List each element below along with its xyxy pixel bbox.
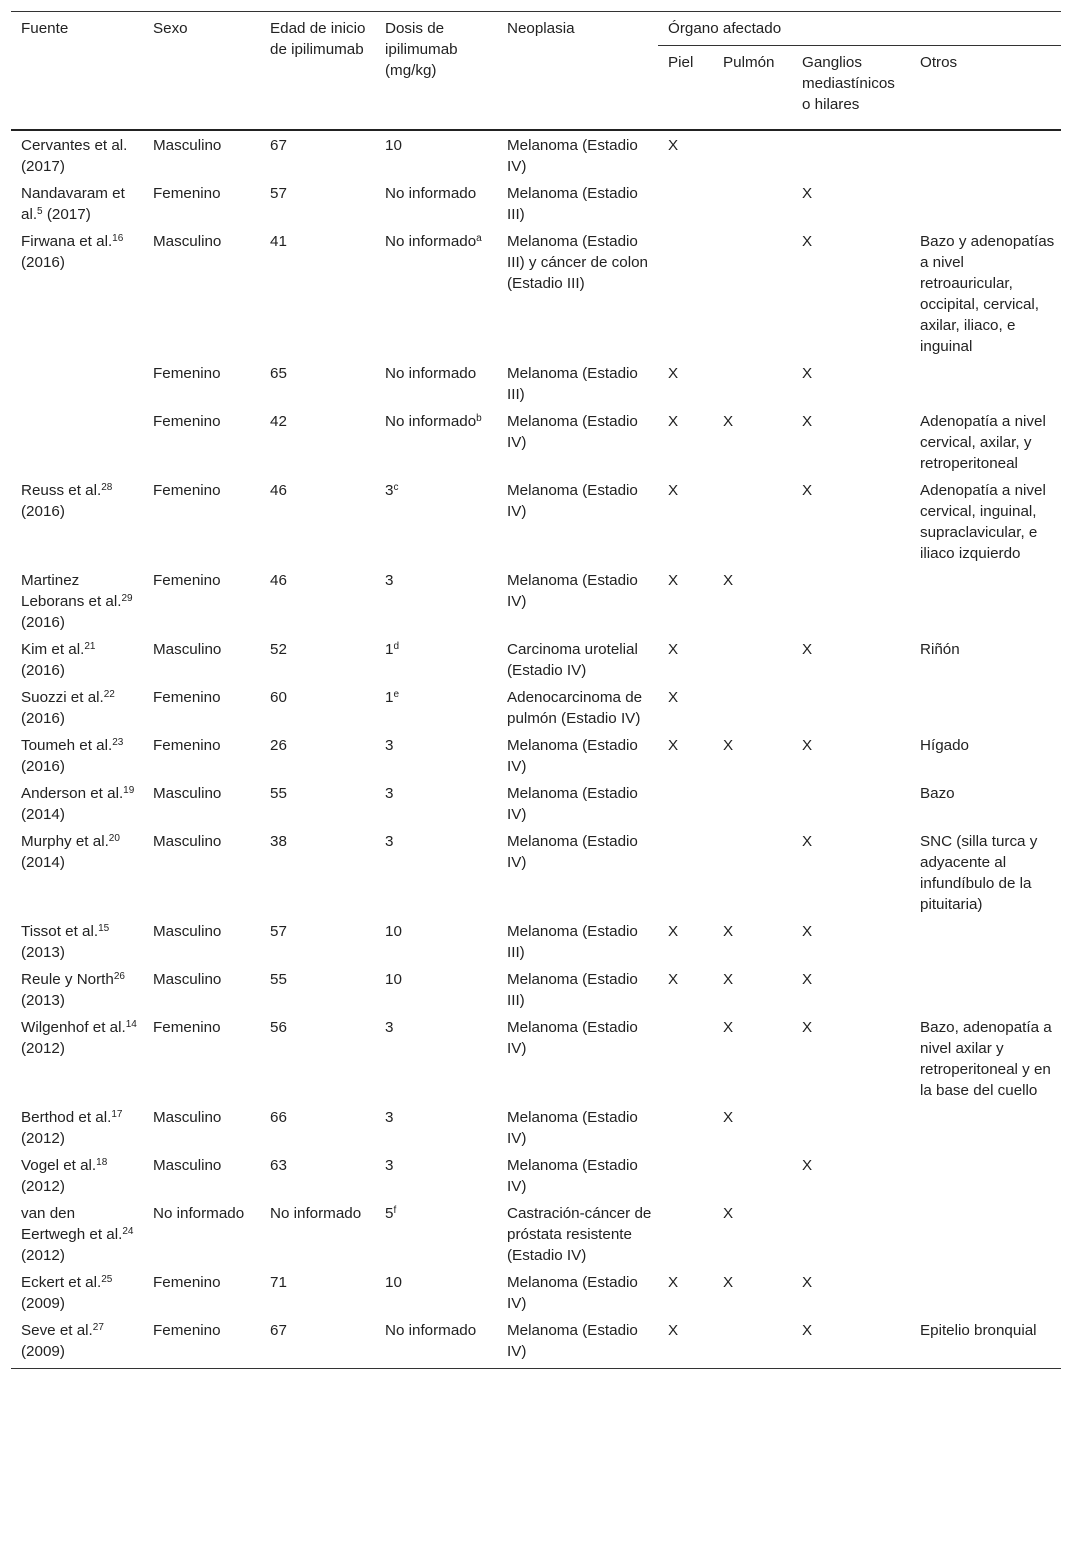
- fuente-ref: 14: [125, 1019, 137, 1030]
- cell-edad: 66: [270, 1109, 287, 1126]
- cell-pulmon: [713, 1314, 792, 1369]
- fuente-ref: 15: [98, 923, 110, 934]
- cell-pulmon: [713, 357, 792, 405]
- fuente-year: (2014): [21, 854, 65, 871]
- cell-neoplasia: Melanoma (Estadio IV): [507, 1019, 638, 1057]
- cell-fuente: [11, 1314, 143, 1369]
- cell-neoplasia: Adenocarcinoma de pulmón (Estadio IV): [507, 689, 643, 727]
- fuente-text: van den Eertwegh et al.: [21, 1205, 123, 1243]
- header-sexo: Sexo: [153, 20, 188, 37]
- cell-dosis: [375, 915, 497, 963]
- cell-sexo: Masculino: [153, 641, 222, 658]
- cell-fuente: [11, 681, 143, 729]
- table-header: [11, 12, 1061, 131]
- cell-neoplasia: Melanoma (Estadio IV): [507, 1157, 638, 1195]
- cell-piel: X: [668, 137, 679, 154]
- cell-ganglios: X: [802, 185, 813, 202]
- cell-otros: [910, 177, 1061, 225]
- dosis-text: 1: [385, 641, 394, 658]
- cell-neoplasia: Melanoma (Estadio IV): [507, 785, 638, 823]
- cell-dosis: [375, 357, 497, 405]
- cell-piel: X: [668, 737, 679, 754]
- cell-piel: [658, 1011, 713, 1101]
- cell-dosis: [375, 633, 497, 681]
- dosis-text: No informado: [385, 233, 477, 250]
- cell-sexo: Masculino: [153, 923, 222, 940]
- fuente-text: Kim et al.: [21, 641, 85, 658]
- dosis-text: 3: [385, 737, 394, 754]
- fuente-year: (2016): [21, 614, 65, 631]
- cell-fuente: [11, 633, 143, 681]
- dosis-text: 5: [385, 1205, 394, 1222]
- fuente-text: Murphy et al.: [21, 833, 109, 850]
- dosis-text: 3: [385, 833, 394, 850]
- cell-otros: [910, 681, 1061, 729]
- cell-otros: [910, 915, 1061, 963]
- cell-piel: X: [668, 413, 679, 430]
- dosis-text: No informado: [385, 185, 477, 202]
- cell-fuente: [11, 1266, 143, 1314]
- cell-ganglios: X: [802, 482, 813, 499]
- cell-otros: [910, 357, 1061, 405]
- fuente-text: Cervantes et al. (2017): [21, 137, 128, 175]
- cell-ganglios: [792, 564, 910, 633]
- cell-pulmon: X: [723, 1274, 734, 1291]
- cell-fuente: [11, 357, 143, 405]
- cell-edad: 71: [270, 1274, 287, 1291]
- fuente-year: (2012): [21, 1040, 65, 1057]
- header-piel: Piel: [668, 54, 694, 71]
- cell-sexo: Femenino: [153, 1274, 221, 1291]
- cell-ganglios: X: [802, 365, 813, 382]
- table-row: [11, 729, 1061, 777]
- fuente-ref: 19: [123, 785, 135, 796]
- cell-otros: [910, 1101, 1061, 1149]
- header-edad: Edad de inicio de ipilimumab: [270, 20, 366, 58]
- cell-piel: X: [668, 1274, 679, 1291]
- fuente-text: Suozzi et al.: [21, 689, 104, 706]
- cell-neoplasia: Melanoma (Estadio IV): [507, 1322, 638, 1360]
- cell-otros: [910, 130, 1061, 177]
- cell-dosis: [375, 825, 497, 915]
- cell-piel: X: [668, 971, 679, 988]
- cell-edad: 57: [270, 923, 287, 940]
- fuente-text: Tissot et al.: [21, 923, 99, 940]
- cell-piel: [658, 777, 713, 825]
- fuente-text: Reuss et al.: [21, 482, 102, 499]
- fuente-text: Wilgenhof et al.: [21, 1019, 126, 1036]
- cell-neoplasia: Melanoma (Estadio III): [507, 185, 638, 223]
- dosis-text: 10: [385, 1274, 402, 1291]
- cell-neoplasia: Melanoma (Estadio III): [507, 923, 638, 961]
- table-row: [11, 474, 1061, 564]
- table-row: [11, 681, 1061, 729]
- cell-fuente: [11, 564, 143, 633]
- dosis-note: d: [393, 641, 400, 652]
- cell-pulmon: X: [723, 413, 734, 430]
- cell-sexo: Femenino: [153, 185, 221, 202]
- cell-pulmon: X: [723, 737, 734, 754]
- cell-neoplasia: Melanoma (Estadio III): [507, 365, 638, 403]
- cell-edad: 63: [270, 1157, 287, 1174]
- cell-otros: Hígado: [920, 737, 969, 754]
- dosis-note: b: [476, 413, 482, 424]
- cell-otros: Riñón: [920, 641, 960, 658]
- cell-otros: Bazo, adenopatía a nivel axilar y retroperitoneal y en la base del cuello: [920, 1019, 1052, 1099]
- dosis-note: c: [393, 482, 399, 493]
- fuente-ref: 29: [121, 593, 133, 604]
- cell-dosis: [375, 225, 497, 357]
- cell-otros: Epitelio bronquial: [920, 1322, 1037, 1339]
- table-row: [11, 225, 1061, 357]
- fuente-year: (2016): [21, 758, 65, 775]
- cell-pulmon: [713, 681, 792, 729]
- cell-neoplasia: Melanoma (Estadio IV): [507, 833, 638, 871]
- dosis-text: 10: [385, 923, 402, 940]
- cell-ganglios: [792, 681, 910, 729]
- cell-dosis: [375, 681, 497, 729]
- cell-ganglios: X: [802, 737, 813, 754]
- fuente-text: Berthod et al.: [21, 1109, 112, 1126]
- fuente-year: (2016): [21, 662, 65, 679]
- fuente-year: (2012): [21, 1178, 65, 1195]
- cell-piel: [658, 177, 713, 225]
- table-row: [11, 177, 1061, 225]
- case-table: [11, 11, 1061, 1369]
- cell-piel: X: [668, 365, 679, 382]
- cell-piel: [658, 1149, 713, 1197]
- fuente-ref: 20: [108, 833, 120, 844]
- header-ganglios: Ganglios mediastínicos o hilares: [802, 54, 895, 113]
- header-organo-afectado: Órgano afectado: [658, 12, 1061, 46]
- cell-edad: 42: [270, 413, 287, 430]
- cell-ganglios: X: [802, 233, 813, 250]
- fuente-year: (2009): [21, 1295, 65, 1312]
- cell-sexo: Femenino: [153, 689, 221, 706]
- fuente-year: (2016): [21, 710, 65, 727]
- fuente-year: (2009): [21, 1343, 65, 1360]
- cell-neoplasia: Castración-cáncer de próstata resistente (Estadio IV): [507, 1205, 652, 1264]
- cell-ganglios: [792, 1197, 910, 1266]
- cell-edad: 46: [270, 482, 287, 499]
- cell-dosis: [375, 130, 497, 177]
- fuente-ref: 27: [92, 1322, 104, 1333]
- cell-fuente: [11, 777, 143, 825]
- cell-edad: 65: [270, 365, 287, 382]
- cell-neoplasia: Melanoma (Estadio IV): [507, 413, 638, 451]
- cell-pulmon: [713, 225, 792, 357]
- fuente-year: (2012): [21, 1247, 65, 1264]
- cell-sexo: Femenino: [153, 1019, 221, 1036]
- fuente-year: (2017): [46, 206, 91, 223]
- cell-dosis: [375, 1101, 497, 1149]
- cell-fuente: [11, 1011, 143, 1101]
- dosis-text: 3: [385, 1019, 394, 1036]
- cell-fuente: [11, 225, 143, 357]
- cell-otros: Bazo y adenopatías a nivel retroauricular, occipital, cervical, axilar, iliaco, e inguinal: [920, 233, 1055, 355]
- table-row: [11, 825, 1061, 915]
- dosis-note: e: [393, 689, 400, 700]
- cell-neoplasia: Melanoma (Estadio IV): [507, 737, 638, 775]
- fuente-text: Nandavaram et al.: [21, 185, 125, 223]
- table-row: [11, 915, 1061, 963]
- cell-edad: 56: [270, 1019, 287, 1036]
- cell-sexo: Masculino: [153, 137, 222, 154]
- fuente-ref: 24: [122, 1226, 134, 1237]
- cell-pulmon: [713, 130, 792, 177]
- dosis-text: 3: [385, 1109, 394, 1126]
- fuente-ref: 25: [101, 1274, 113, 1285]
- cell-piel: [658, 225, 713, 357]
- dosis-text: 3: [385, 482, 394, 499]
- fuente-text: Vogel et al.: [21, 1157, 97, 1174]
- fuente-year: (2014): [21, 806, 65, 823]
- cell-ganglios: [792, 777, 910, 825]
- cell-pulmon: X: [723, 1109, 734, 1126]
- cell-dosis: [375, 963, 497, 1011]
- cell-neoplasia: Carcinoma urotelial (Estadio IV): [507, 641, 638, 679]
- cell-neoplasia: Melanoma (Estadio III): [507, 971, 638, 1009]
- cell-ganglios: X: [802, 1322, 813, 1339]
- table-row: [11, 130, 1061, 177]
- cell-dosis: [375, 777, 497, 825]
- dosis-text: 10: [385, 137, 402, 154]
- cell-ganglios: X: [802, 641, 813, 658]
- fuente-ref: 17: [111, 1109, 123, 1120]
- cell-dosis: [375, 474, 497, 564]
- cell-sexo: Masculino: [153, 971, 222, 988]
- cell-sexo: Femenino: [153, 572, 221, 589]
- cell-edad: 67: [270, 1322, 287, 1339]
- cell-ganglios: X: [802, 1019, 813, 1036]
- fuente-ref: 16: [112, 233, 124, 244]
- cell-dosis: [375, 1149, 497, 1197]
- cell-edad: 46: [270, 572, 287, 589]
- cell-sexo: Masculino: [153, 1157, 222, 1174]
- cell-piel: X: [668, 923, 679, 940]
- dosis-note: a: [476, 233, 482, 244]
- table-row: [11, 1011, 1061, 1101]
- cell-dosis: [375, 1197, 497, 1266]
- dosis-text: No informado: [385, 413, 477, 430]
- dosis-text: 3: [385, 1157, 394, 1174]
- fuente-ref: 21: [84, 641, 96, 652]
- dosis-text: No informado: [385, 365, 477, 382]
- cell-neoplasia: Melanoma (Estadio IV): [507, 137, 638, 175]
- cell-sexo: Femenino: [153, 482, 221, 499]
- fuente-text: Firwana et al.: [21, 233, 113, 250]
- fuente-ref: 23: [112, 737, 124, 748]
- header-neoplasia: Neoplasia: [507, 20, 575, 37]
- cell-sexo: Femenino: [153, 365, 221, 382]
- fuente-year: (2016): [21, 503, 65, 520]
- cell-fuente: [11, 177, 143, 225]
- fuente-text: Reule y North: [21, 971, 114, 988]
- cell-pulmon: [713, 177, 792, 225]
- cell-fuente: [11, 405, 143, 474]
- cell-ganglios: X: [802, 413, 813, 430]
- header-dosis: Dosis de ipilimumab (mg/kg): [385, 20, 458, 79]
- cell-ganglios: X: [802, 1274, 813, 1291]
- cell-piel: [658, 825, 713, 915]
- cell-fuente: [11, 1101, 143, 1149]
- cell-edad: 52: [270, 641, 287, 658]
- dosis-text: 1: [385, 689, 394, 706]
- cell-neoplasia: Melanoma (Estadio IV): [507, 1109, 638, 1147]
- fuente-ref: 18: [96, 1157, 108, 1168]
- cell-piel: X: [668, 572, 679, 589]
- header-fuente: Fuente: [21, 20, 69, 37]
- cell-dosis: [375, 729, 497, 777]
- cell-pulmon: X: [723, 572, 734, 589]
- table-body: [11, 130, 1061, 1369]
- cell-dosis: [375, 405, 497, 474]
- table-row: [11, 357, 1061, 405]
- cell-ganglios: X: [802, 971, 813, 988]
- fuente-ref: 28: [101, 482, 113, 493]
- header-otros: Otros: [920, 54, 958, 71]
- cell-fuente: [11, 130, 143, 177]
- cell-piel: X: [668, 689, 679, 706]
- cell-piel: [658, 1197, 713, 1266]
- cell-sexo: Femenino: [153, 737, 221, 754]
- fuente-ref: 26: [113, 971, 125, 982]
- cell-edad: 60: [270, 689, 287, 706]
- cell-dosis: [375, 1011, 497, 1101]
- fuente-year: (2012): [21, 1130, 65, 1147]
- cell-neoplasia: Melanoma (Estadio IV): [507, 572, 638, 610]
- cell-edad: 41: [270, 233, 287, 250]
- cell-edad: 26: [270, 737, 287, 754]
- cell-fuente: [11, 915, 143, 963]
- cell-fuente: [11, 474, 143, 564]
- cell-otros: Bazo: [920, 785, 955, 802]
- cell-fuente: [11, 963, 143, 1011]
- fuente-text: Toumeh et al.: [21, 737, 113, 754]
- fuente-text: Eckert et al.: [21, 1274, 102, 1291]
- cell-pulmon: [713, 1149, 792, 1197]
- table-row: [11, 963, 1061, 1011]
- fuente-text: Martinez Leborans et al.: [21, 572, 122, 610]
- cell-sexo: Femenino: [153, 413, 221, 430]
- fuente-ref: 22: [103, 689, 115, 700]
- cell-neoplasia: Melanoma (Estadio IV): [507, 1274, 638, 1312]
- cell-pulmon: [713, 825, 792, 915]
- cell-fuente: [11, 1197, 143, 1266]
- cell-ganglios: [792, 1101, 910, 1149]
- cell-edad: 55: [270, 971, 287, 988]
- header-pulmon: Pulmón: [723, 54, 775, 71]
- cell-dosis: [375, 1314, 497, 1369]
- table-row: [11, 405, 1061, 474]
- cell-dosis: [375, 564, 497, 633]
- cell-piel: X: [668, 641, 679, 658]
- cell-pulmon: [713, 633, 792, 681]
- dosis-text: 3: [385, 572, 394, 589]
- cell-pulmon: X: [723, 1205, 734, 1222]
- cell-edad: 55: [270, 785, 287, 802]
- cell-otros: Adenopatía a nivel cervical, inguinal, supraclavicular, e iliaco izquierdo: [920, 482, 1046, 562]
- fuente-year: (2016): [21, 254, 65, 271]
- cell-otros: [910, 1149, 1061, 1197]
- cell-neoplasia: Melanoma (Estadio III) y cáncer de colon (Estadio III): [507, 233, 648, 292]
- fuente-year: (2013): [21, 944, 65, 961]
- cell-edad: 67: [270, 137, 287, 154]
- fuente-ref: 5: [37, 206, 43, 217]
- cell-ganglios: X: [802, 1157, 813, 1174]
- cell-otros: [910, 963, 1061, 1011]
- cell-dosis: [375, 1266, 497, 1314]
- cell-fuente: [11, 1149, 143, 1197]
- cell-piel: [658, 1101, 713, 1149]
- cell-otros: Adenopatía a nivel cervical, axilar, y retroperitoneal: [920, 413, 1046, 472]
- cell-pulmon: [713, 777, 792, 825]
- cell-edad: 38: [270, 833, 287, 850]
- cell-neoplasia: Melanoma (Estadio IV): [507, 482, 638, 520]
- cell-edad: 57: [270, 185, 287, 202]
- cell-pulmon: X: [723, 923, 734, 940]
- fuente-text: Anderson et al.: [21, 785, 124, 802]
- cell-otros: [910, 564, 1061, 633]
- cell-sexo: Femenino: [153, 1322, 221, 1339]
- cell-ganglios: X: [802, 923, 813, 940]
- dosis-text: No informado: [385, 1322, 477, 1339]
- cell-piel: X: [668, 482, 679, 499]
- cell-sexo: No informado: [153, 1205, 245, 1222]
- cell-sexo: Masculino: [153, 1109, 222, 1126]
- cell-ganglios: X: [802, 833, 813, 850]
- table-row: [11, 1314, 1061, 1369]
- cell-pulmon: X: [723, 971, 734, 988]
- cell-pulmon: [713, 474, 792, 564]
- dosis-note: f: [393, 1205, 397, 1216]
- cell-otros: [910, 1266, 1061, 1314]
- cell-ganglios: [792, 130, 910, 177]
- dosis-text: 10: [385, 971, 402, 988]
- cell-sexo: Masculino: [153, 833, 222, 850]
- cell-otros: SNC (silla turca y adyacente al infundíbulo de la pituitaria): [920, 833, 1038, 913]
- table-row: [11, 633, 1061, 681]
- fuente-text: Seve et al.: [21, 1322, 93, 1339]
- cell-otros: [910, 1197, 1061, 1266]
- fuente-year: (2013): [21, 992, 65, 1009]
- cell-fuente: [11, 729, 143, 777]
- cell-pulmon: X: [723, 1019, 734, 1036]
- cell-piel: X: [668, 1322, 679, 1339]
- table-row: [11, 1149, 1061, 1197]
- cell-dosis: [375, 177, 497, 225]
- cell-edad: No informado: [270, 1205, 362, 1222]
- cell-sexo: Masculino: [153, 785, 222, 802]
- table-row: [11, 1266, 1061, 1314]
- table-row: [11, 1197, 1061, 1266]
- dosis-text: 3: [385, 785, 394, 802]
- cell-sexo: Masculino: [153, 233, 222, 250]
- cell-fuente: [11, 825, 143, 915]
- table-row: [11, 564, 1061, 633]
- table-row: [11, 1101, 1061, 1149]
- table-row: [11, 777, 1061, 825]
